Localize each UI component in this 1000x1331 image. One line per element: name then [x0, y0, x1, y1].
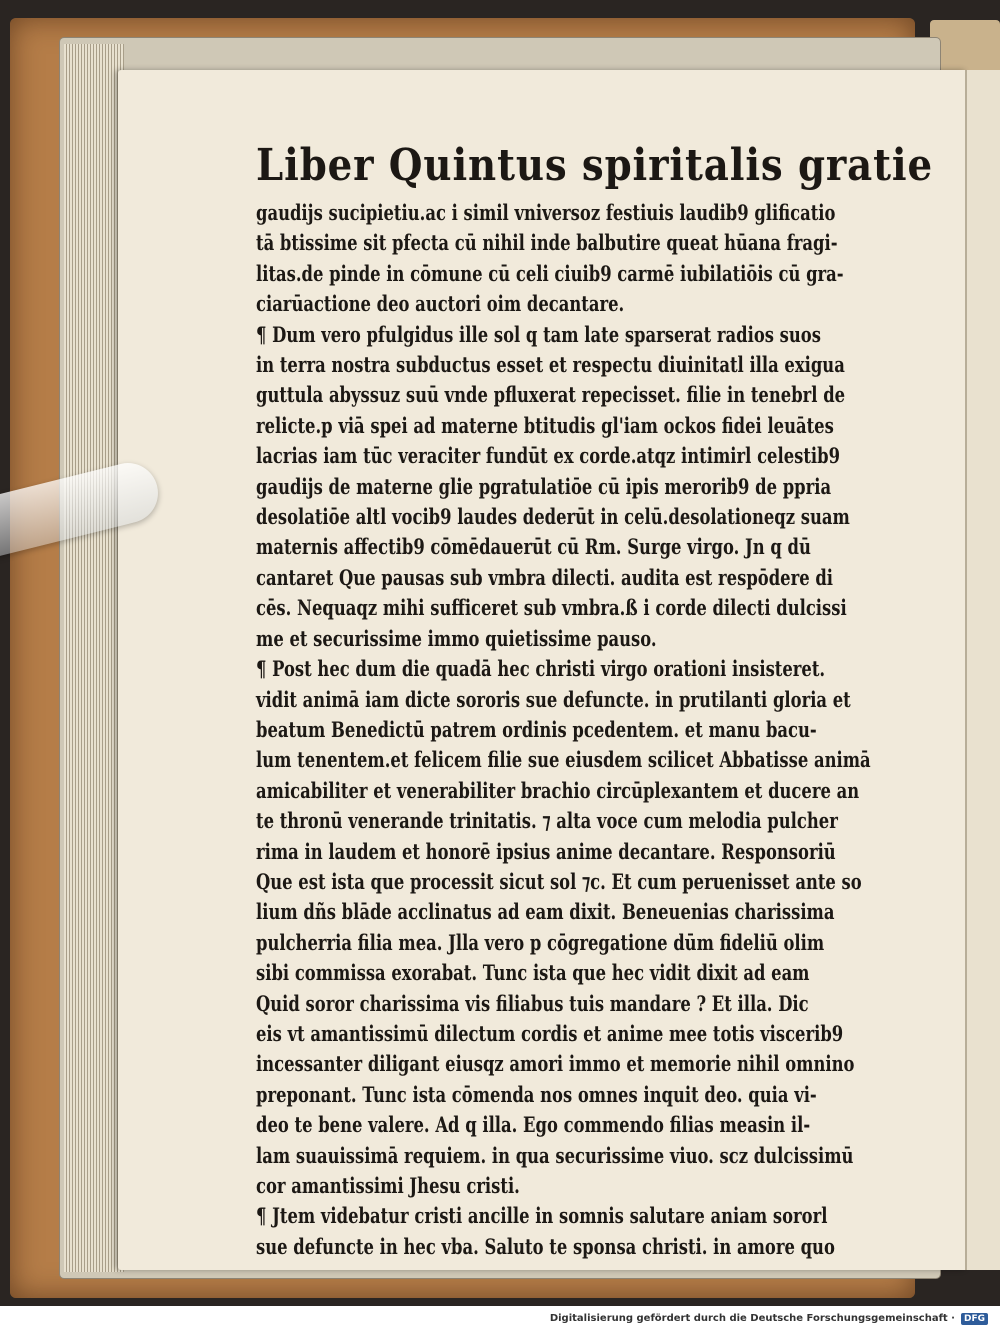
text-lines: [256, 198, 896, 1262]
text-line: litas.de pinde in cōmune cū celi ciuib9 carmē iubilatiōis cū gra-: [256, 260, 844, 286]
text-line: lium dñs blāde acclinatus ad eam dixit. Beneuenias charissima: [256, 899, 835, 925]
text-line: cor amantissimi Jhesu cristi.: [256, 1173, 520, 1198]
text-line: ¶ Dum vero pfulgidus ille sol q tam late sparserat radios suos: [256, 321, 821, 347]
text-line: desolatiōe altl vocib9 laudes dederūt in celū.desolationeqz suam: [256, 504, 850, 530]
text-line: lacrias iam tūc veraciter fundūt ex corde.atqz intimirl celestib9: [256, 443, 840, 469]
text-line: lum tenentem.et felicem filie sue eiusdem scilicet Abbatisse animā: [256, 747, 871, 773]
text-line: me et securissime immo quietissime pauso.: [256, 625, 657, 651]
text-line: in terra nostra subductus esset et respectu diuinitatl illa exigua: [256, 352, 845, 378]
footer-credit: Digitalisierung gefördert durch die Deutsche Forschungsgemeinschaft ·: [549, 1313, 955, 1324]
text-line: pulcherria filia mea. Jlla vero p cōgregatione dūm fideliū olim: [256, 929, 825, 955]
text-line: relicte.p viā spei ad materne btitudis gl'iam ockos fidei leuātes: [256, 412, 834, 438]
page-heading: Liber Quintus spiritalis gratie: [256, 140, 934, 191]
text-line: ¶ Jtem videbatur cristi ancille in somnis salutare aniam sororl: [256, 1203, 828, 1229]
text-line: amicabiliter et venerabiliter brachio circūplexantem et ducere an: [256, 777, 860, 803]
text-line: beatum Benedictū patrem ordinis pcedentem. et manu bacu-: [256, 716, 817, 742]
text-line: Quid soror charissima vis filiabus tuis mandare ? Et illa. Dic: [256, 990, 809, 1016]
text-line: guttula abyssuz suū vnde pfluxerat repecisset. filie in tenebrl de: [256, 382, 846, 408]
text-line: te thronū venerande trinitatis. ⁊ alta voce cum melodia pulcher: [256, 808, 838, 834]
text-line: Que est ista que processit sicut sol ⁊c. Et cum peruenisset ante so: [256, 868, 862, 894]
text-line: sue defuncte in hec vba. Saluto te sponsa christi. in amore quo: [256, 1233, 835, 1259]
text-line: deo te bene valere. Ad q illa. Ego commendo filias measin il-: [256, 1112, 811, 1138]
text-line: lam suauissimā requiem. in qua securissime viuo. scz dulcissimū: [256, 1142, 854, 1168]
footer-bar: [0, 1306, 1000, 1331]
dfg-logo-icon: DFG: [961, 1313, 988, 1325]
text-line: sibi commissa exorabat. Tunc ista que hec vidit dixit ad eam: [256, 960, 810, 986]
text-line: tā btissime sit pfecta cū nihil inde balbutire queat hūana fragi-: [256, 230, 838, 256]
text-line: ciarūactione deo auctori oim decantare.: [256, 291, 625, 317]
text-line: rima in laudem et honorē ipsius anime decantare. Responsoriū: [256, 838, 836, 864]
text-line: eis vt amantissimū dilectum cordis et anime mee totis viscerib9: [256, 1020, 844, 1046]
text-line: gaudijs sucipietiu.ac i simil vniversoz festiuis laudib9 glificatio: [256, 200, 836, 225]
text-line: cēs. Nequaqz mihi sufficeret sub vmbra.ß i corde dilecti dulcissi: [256, 595, 847, 621]
right-page-edge: [965, 70, 1000, 1270]
text-line: maternis affectib9 cōmēdauerūt cū Rm. Surge virgo. Jn q dū: [256, 534, 811, 560]
text-line: vidit animā iam dicte sororis sue defuncte. in prutilanti gloria et: [256, 686, 851, 712]
text-line: gaudijs de materne glie pgratulatiōe cū ipis merorib9 de ppria: [256, 473, 832, 499]
text-line: cantaret Que pausas sub vmbra dilecti. audita est respōdere di: [256, 564, 834, 590]
text-line: ¶ Post hec dum die quadā hec christi virgo orationi insisteret.: [256, 656, 826, 682]
text-line: incessanter diligant eiusqz amori immo et memorie nihil omnino: [256, 1051, 855, 1077]
page-text: [256, 138, 934, 1262]
text-line: preponant. Tunc ista cōmenda nos omnes inquit deo. quia vi-: [256, 1081, 817, 1107]
